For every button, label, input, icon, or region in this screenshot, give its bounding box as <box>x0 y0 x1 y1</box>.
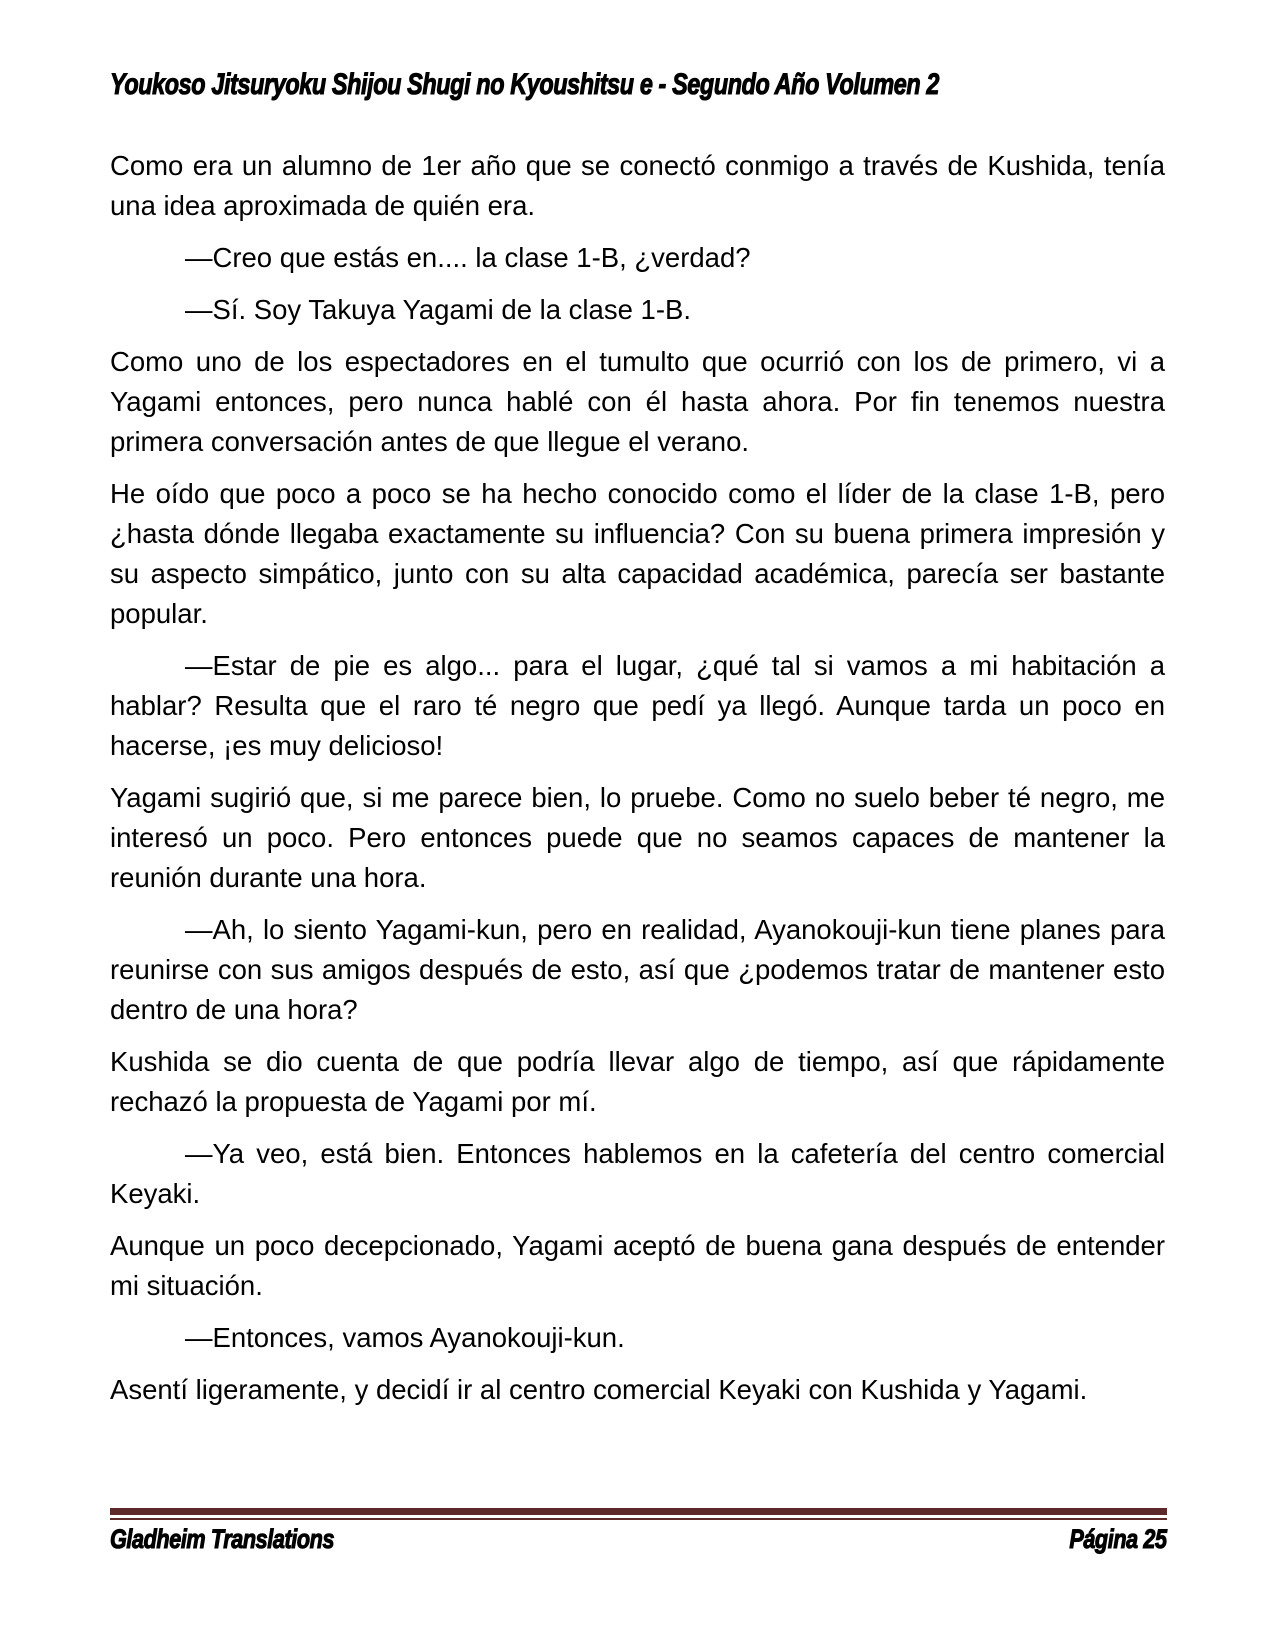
dialogue-paragraph: —Sí. Soy Takuya Yagami de la clase 1-B. <box>185 294 691 325</box>
narrative-paragraph: Yagami sugirió que, si me parece bien, lo pruebe. Como no suelo beber té negro, me interesó un poco. Pero entonces puede que no seamos capaces de mantener la reunión durante una hora. <box>110 782 1165 893</box>
header-title: Youkoso Jitsuryoku Shijou Shugi no Kyoushitsu e - Segundo Año Volumen 2 <box>110 68 940 101</box>
body-text <box>110 146 1165 1422</box>
narrative-paragraph: Asentí ligeramente, y decidí ir al centro comercial Keyaki con Kushida y Yagami. <box>110 1374 1088 1405</box>
footer-page-number: Página 25 <box>1069 1524 1167 1554</box>
narrative-paragraph: Como uno de los espectadores en el tumulto que ocurrió con los de primero, vi a Yagami entonces, pero nunca hablé con él hasta ahora. Por fin tenemos nuestra primera conversación antes de que llegue el verano. <box>110 346 1165 457</box>
page-footer <box>110 1524 1167 1555</box>
narrative-paragraph: Kushida se dio cuenta de que podría llevar algo de tiempo, así que rápidamente rechazó la propuesta de Yagami por mí. <box>110 1046 1165 1117</box>
footer-rule-thick <box>110 1508 1167 1515</box>
dialogue-paragraph: —Estar de pie es algo... para el lugar, ¿qué tal si vamos a mi habitación a hablar? Resulta que el raro té negro que pedí ya llegó. Aunque tarda un poco en hacerse, ¡es muy delicioso! <box>110 650 1165 761</box>
narrative-paragraph: Como era un alumno de 1er año que se conectó conmigo a través de Kushida, tenía una idea aproximada de quién era. <box>110 150 1165 221</box>
footer-rule <box>110 1508 1167 1520</box>
footer-rule-thin <box>110 1518 1167 1520</box>
page-header <box>110 68 1165 102</box>
narrative-paragraph: Aunque un poco decepcionado, Yagami aceptó de buena gana después de entender mi situación. <box>110 1230 1165 1301</box>
dialogue-paragraph: —Creo que estás en.... la clase 1-B, ¿verdad? <box>185 242 751 273</box>
narrative-paragraph: He oído que poco a poco se ha hecho conocido como el líder de la clase 1-B, pero ¿hasta dónde llegaba exactamente su influencia? Con su buena primera impresión y su aspecto simpático, junto con su alta capacidad académica, parecía ser bastante popular. <box>110 478 1165 629</box>
dialogue-paragraph: —Ya veo, está bien. Entonces hablemos en la cafetería del centro comercial Keyaki. <box>110 1138 1165 1209</box>
dialogue-paragraph: —Ah, lo siento Yagami-kun, pero en realidad, Ayanokouji-kun tiene planes para reunirse con sus amigos después de esto, así que ¿podemos tratar de mantener esto dentro de una hora? <box>110 914 1165 1025</box>
dialogue-paragraph: —Entonces, vamos Ayanokouji-kun. <box>185 1322 625 1353</box>
footer-translator: Gladheim Translations <box>110 1524 335 1554</box>
